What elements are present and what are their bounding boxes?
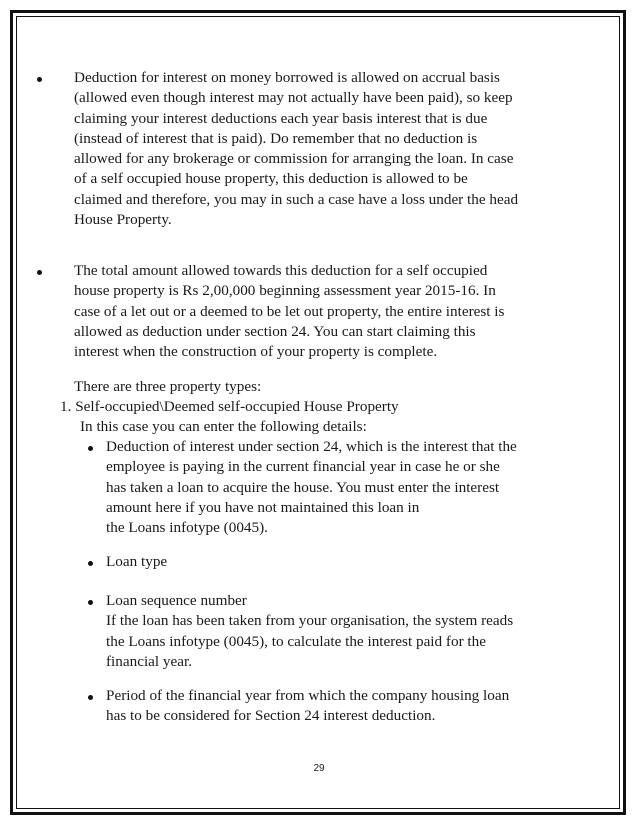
text-line: amount here if you have not maintained this loan in — [106, 498, 420, 516]
property-type-heading — [60, 397, 560, 417]
sub-bullet-icon — [88, 446, 93, 451]
text-line: House Property. — [74, 211, 172, 229]
page-number: 29 — [313, 763, 325, 774]
text-line: case of a let out or a deemed to be let out property, the entire interest is — [74, 302, 505, 320]
text-line: (allowed even though interest may not actually have been paid), so keep — [74, 89, 513, 107]
sub-bullet-loan-sequence — [106, 591, 606, 672]
text-line: claimed and therefore, you may in such a case have a loss under the head — [74, 190, 519, 208]
bullet-paragraph-accrual — [74, 68, 574, 230]
text-line: house property is Rs 2,00,000 beginning assessment year 2015-16. In — [74, 282, 496, 300]
text-line: allowed for any brokerage or commission for arranging the loan. In case — [74, 150, 514, 168]
text-line: the Loans infotype (0045), to calculate the interest paid for the — [106, 632, 486, 650]
text-line: If the loan has been taken from your organisation, the system reads — [106, 612, 514, 630]
bullet-icon — [37, 77, 42, 82]
text-line: Deduction for interest on money borrowed is allowed on accrual basis — [74, 69, 500, 86]
sub-bullet-period — [106, 686, 606, 727]
sub-bullet-deduction — [106, 437, 606, 538]
text-line: The total amount allowed towards this deduction for a self occupied — [74, 262, 488, 279]
case-intro — [80, 417, 580, 437]
text-line: has taken a loan to acquire the house. You must enter the interest — [106, 478, 500, 496]
text-line: Loan type — [106, 553, 168, 570]
bullet-icon — [37, 270, 42, 275]
text-line: financial year. — [106, 652, 193, 670]
text-line: (instead of interest that is paid). Do remember that no deduction is — [74, 129, 478, 147]
sub-bullet-loan-type — [106, 552, 606, 572]
text-line: allowed as deduction under section 24. You can start claiming this — [74, 322, 476, 340]
text-line: interest when the construction of your property is complete. — [74, 343, 438, 361]
text-line: Period of the financial year from which the company housing loan — [106, 687, 510, 704]
text-line: the Loans infotype (0045). — [106, 519, 268, 537]
text-line: There are three property types: — [74, 378, 262, 395]
sub-bullet-icon — [88, 600, 93, 605]
sub-bullet-icon — [88, 695, 93, 700]
property-types-intro — [74, 377, 574, 397]
text-line: Deduction of interest under section 24, which is the interest that the — [106, 438, 517, 455]
text-line: Loan sequence number — [106, 592, 247, 609]
text-line: 1. Self-occupied\Deemed self-occupied House Property — [60, 398, 399, 415]
text-line: claiming your interest deductions each year basis interest that is due — [74, 109, 488, 127]
text-line: of a self occupied house property, this deduction is allowed to be — [74, 170, 468, 188]
sub-bullet-icon — [88, 561, 93, 566]
text-line: has to be considered for Section 24 interest deduction. — [106, 707, 436, 725]
text-line: In this case you can enter the following details: — [80, 418, 367, 435]
bullet-paragraph-total-amount — [74, 261, 574, 362]
text-line: employee is paying in the current financial year in case he or she — [106, 458, 500, 476]
